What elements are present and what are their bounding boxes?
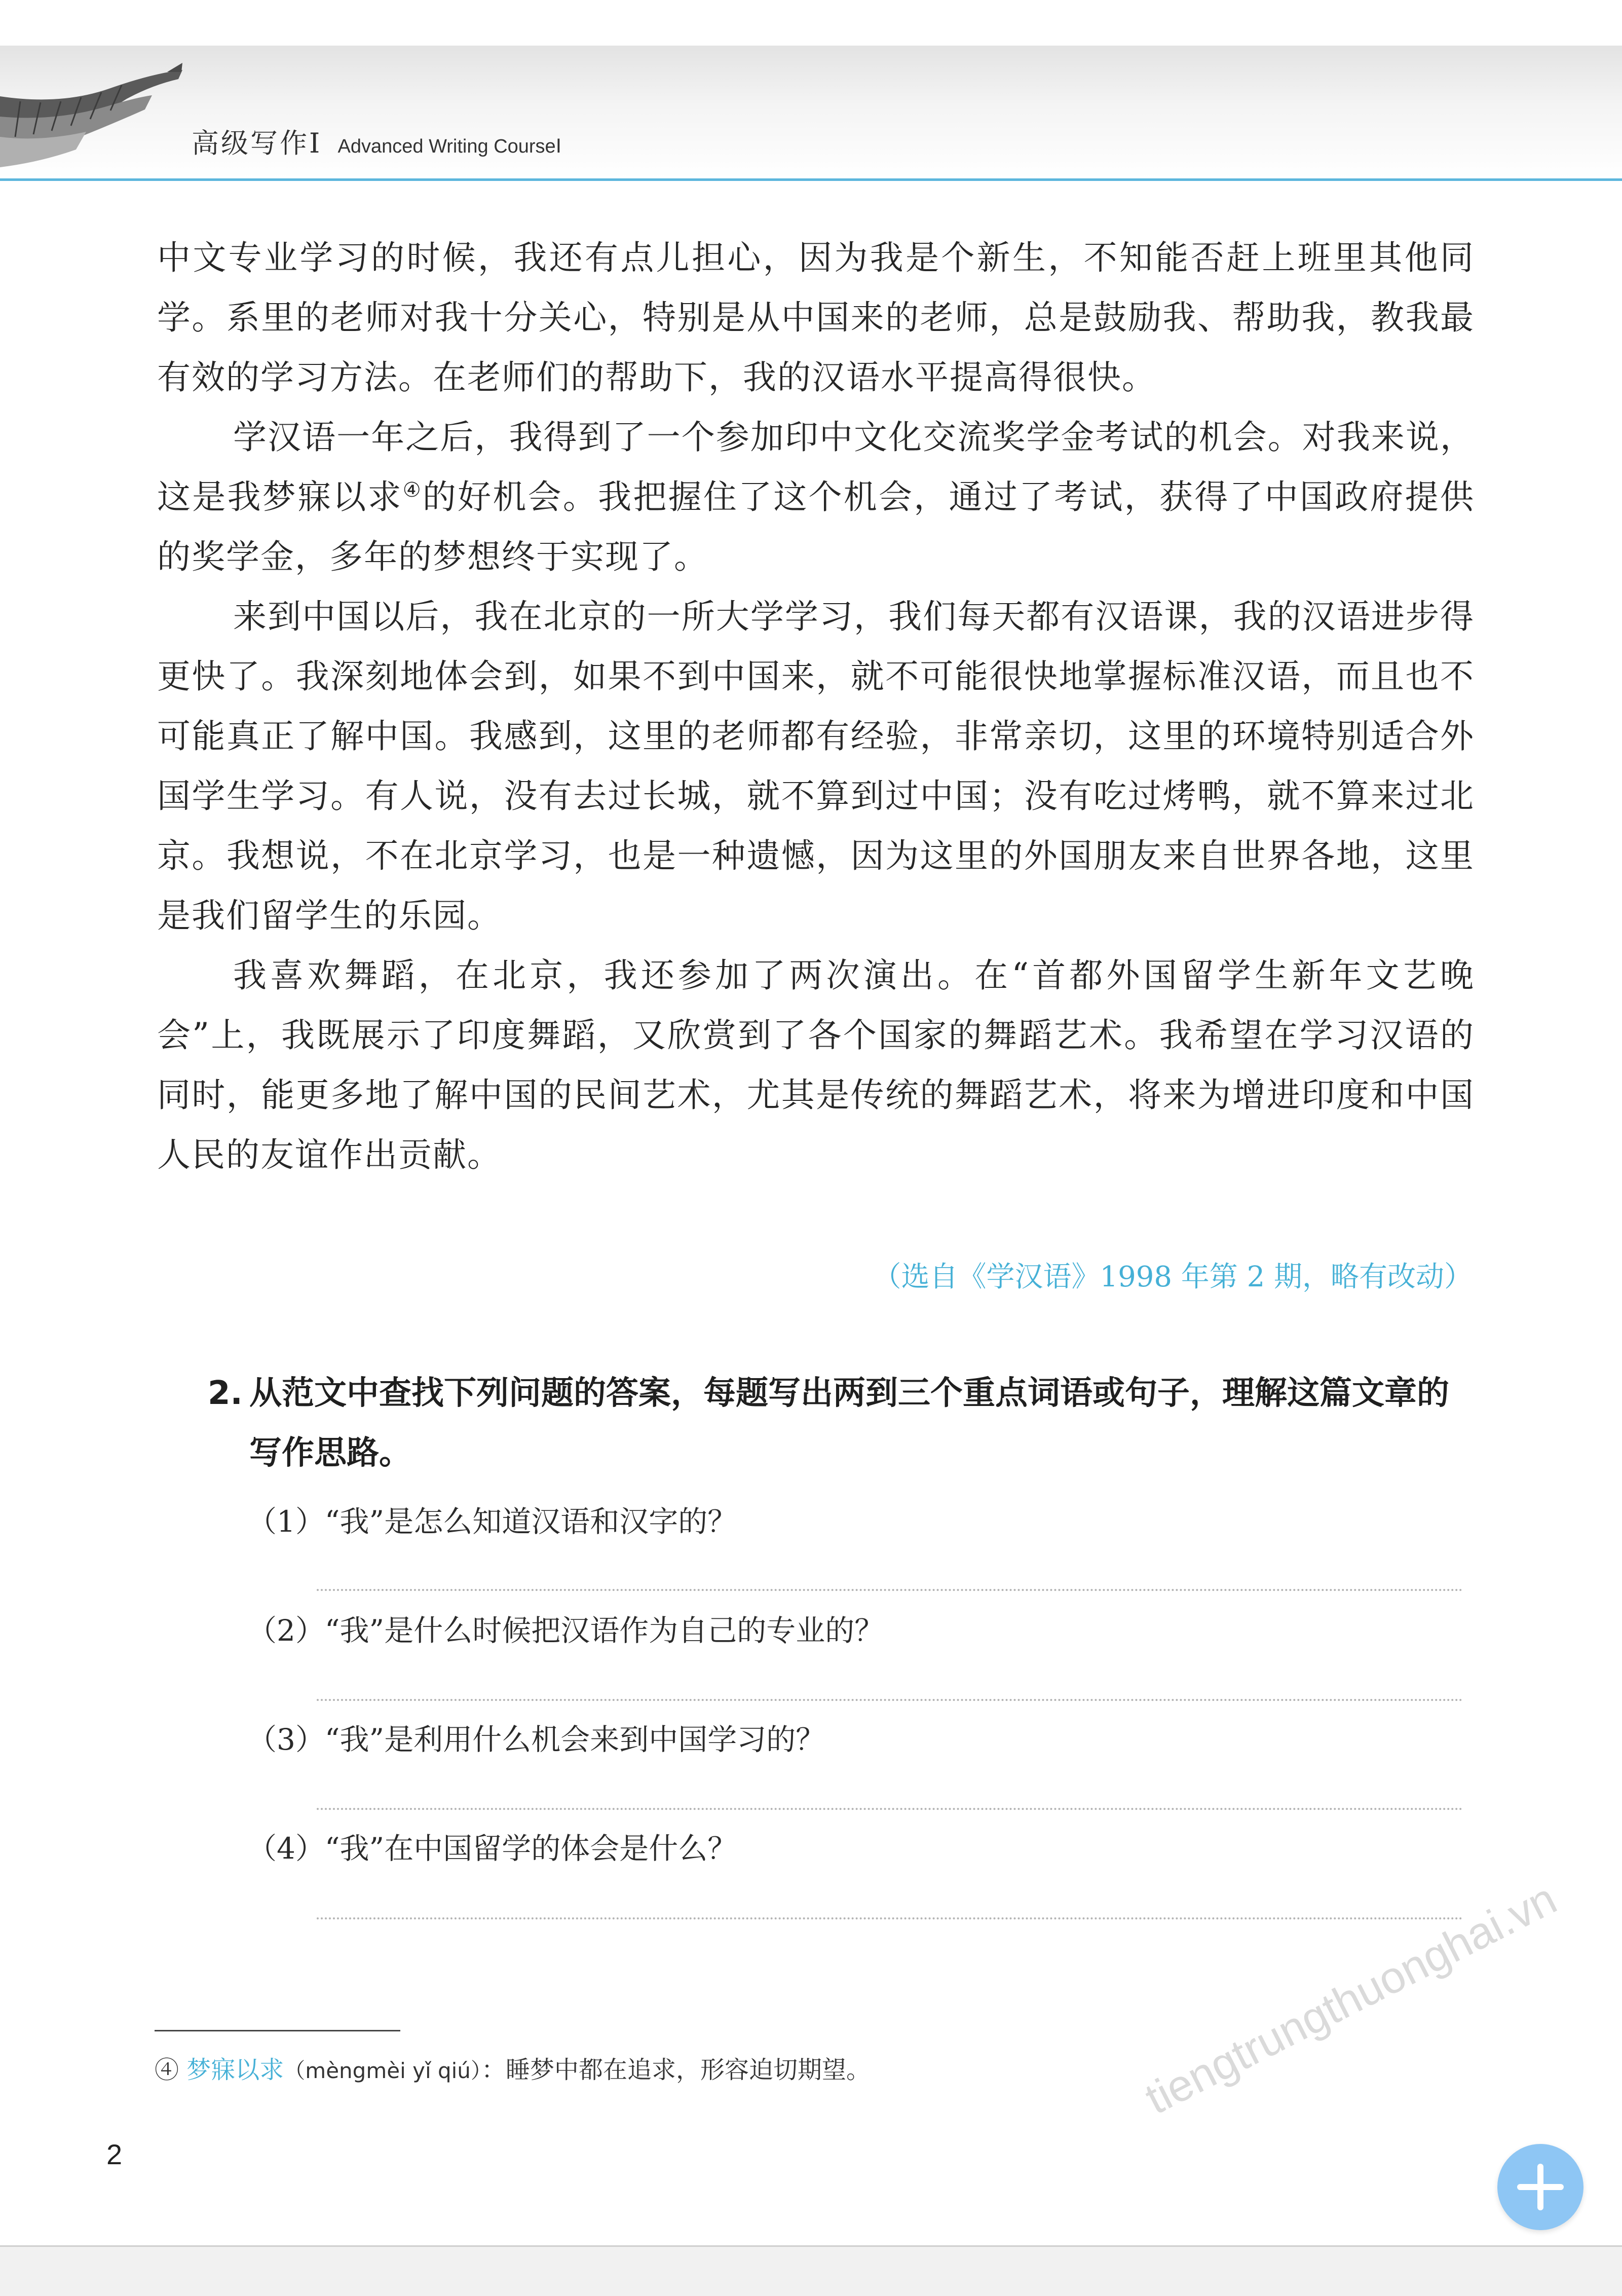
temple-roof-image <box>0 61 193 177</box>
header-title <box>192 122 561 161</box>
header-title-en: Advanced Writing CourseⅠ <box>337 136 561 157</box>
footnote-marker: ④ <box>402 478 423 502</box>
question-2: （2）“我”是什么时候把汉语作为自己的专业的？ <box>247 1613 884 1648</box>
question-3: （3）“我”是利用什么机会来到中国学习的？ <box>247 1722 825 1757</box>
footnote-pinyin: （mèngmèi yǐ qiú） <box>284 2058 481 2083</box>
answer-line-1[interactable] <box>317 1589 1463 1591</box>
article-paragraph <box>157 408 1475 587</box>
header-title-cn: 高级写作Ⅰ <box>192 127 322 159</box>
footnote-marker: ④ <box>155 2056 179 2084</box>
article-body <box>157 228 1475 1185</box>
answer-line-2[interactable] <box>317 1699 1463 1701</box>
footnote-definition: ：睡梦中都在追求，形容迫切期望。 <box>481 2056 871 2084</box>
answer-line-3[interactable] <box>317 1808 1463 1810</box>
footnote-term: 梦寐以求 <box>186 2056 284 2084</box>
article-paragraph: 中文专业学习的时候，我还有点儿担心，因为我是个新生，不知能否赶上班里其他同学。系里的老师对我十分关心，特别是从中国来的老师，总是鼓励我、帮助我，教我最有效的学习方法。在老师们的帮助下，我的汉语水平提高得很快。 <box>157 238 1475 397</box>
paragraph-text: 的好机会。我把握住了这个机会，通过了考试，获得了中国政府提供的奖学金，多年的梦想终于实现了。 <box>157 477 1475 576</box>
exercise-instruction: 从范文中查找下列问题的答案，每题写出两到三个重点词语或句子，理解这篇文章的写作思路。 <box>249 1375 1449 1472</box>
question-1: （1）“我”是怎么知道汉语和汉字的？ <box>247 1504 737 1539</box>
footnote <box>155 2050 871 2085</box>
answer-line-4[interactable] <box>317 1917 1463 1919</box>
article-paragraph: 我喜欢舞蹈，在北京，我还参加了两次演出。在“首都外国留学生新年文艺晚会”上，我既展示了印度舞蹈，又欣赏到了各个国家的舞蹈艺术。我希望在学习汉语的同时，能更多地了解中国的民间艺术，尤其是传统的舞蹈艺术，将来为增进印度和中国人民的友谊作出贡献。 <box>157 956 1475 1174</box>
source-citation: （选自《学汉语》1998 年第 2 期，略有改动） <box>873 1261 1473 1293</box>
exercise-heading <box>208 1363 1469 1483</box>
top-margin <box>0 0 1622 46</box>
question-4: （4）“我”在中国留学的体会是什么？ <box>247 1831 737 1866</box>
exercise-number: 2. <box>208 1375 243 1412</box>
watermark: tiengtrungthuonghai.vn <box>1137 1873 1564 2124</box>
footnote-divider <box>155 2030 400 2031</box>
plus-icon <box>1497 2144 1583 2230</box>
paragraph-text: 学汉语一年之后，我得到了一个参加印中文化交流奖学金考试的机会。对我来说，这是我梦寐以求 <box>157 418 1475 516</box>
page-number: 2 <box>106 2138 123 2170</box>
page-header <box>0 46 1622 181</box>
bottom-band <box>0 2245 1622 2296</box>
add-button[interactable] <box>1497 2144 1583 2230</box>
article-paragraph: 来到中国以后，我在北京的一所大学学习，我们每天都有汉语课，我的汉语进步得更快了。我深刻地体会到，如果不到中国来，就不可能很快地掌握标准汉语，而且也不可能真正了解中国。我感到，这里的老师都有经验，非常亲切，这里的环境特别适合外国学生学习。有人说，没有去过长城，就不算到过中国；没有吃过烤鸭，就不算来过北京。我想说，不在北京学习，也是一种遗憾，因为这里的外国朋友来自世界各地，这里是我们留学生的乐园。 <box>157 597 1475 935</box>
